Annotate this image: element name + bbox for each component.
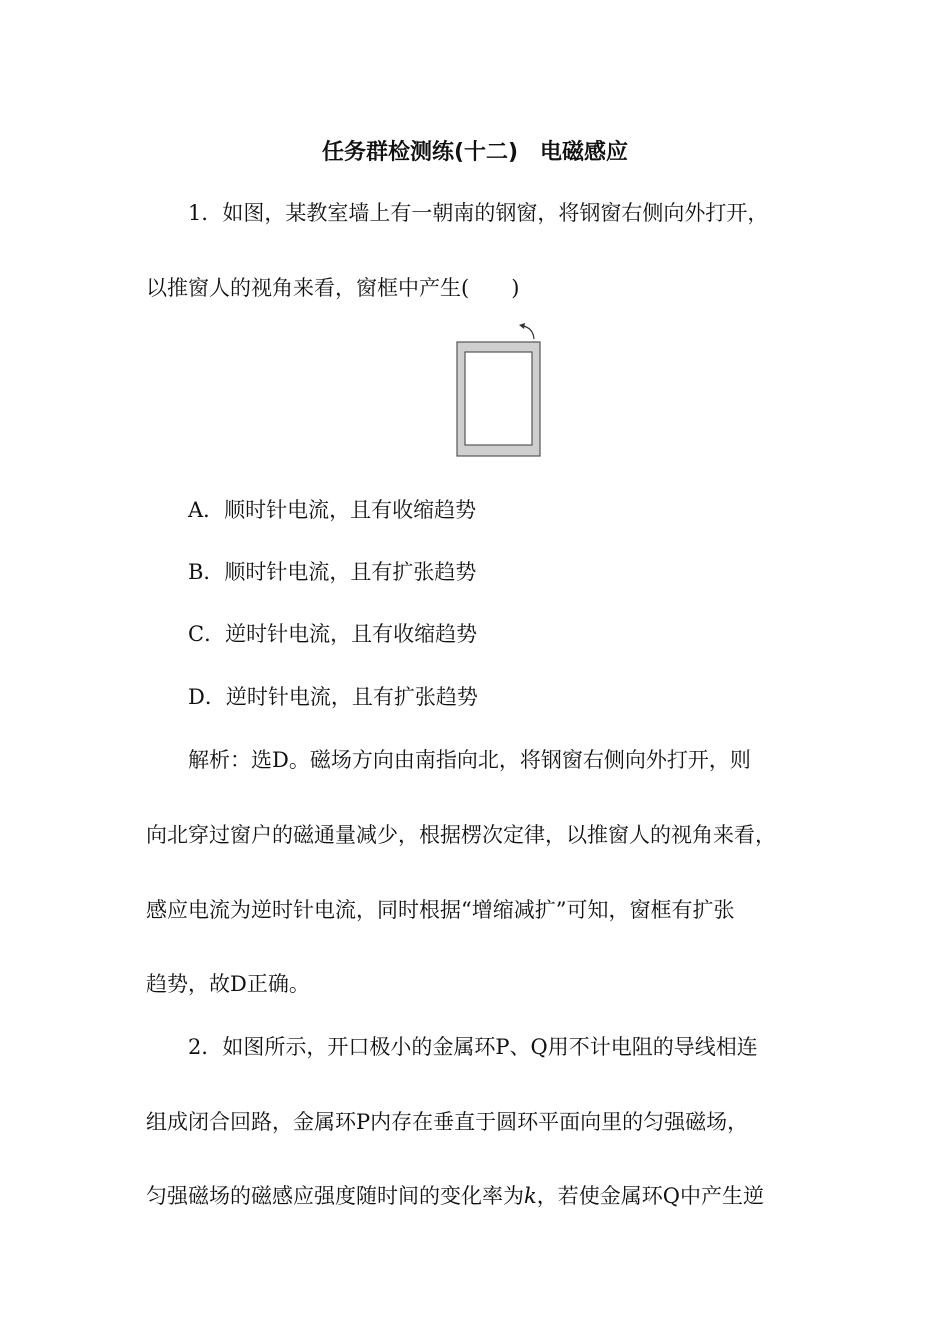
open-direction-arrow-icon	[523, 326, 534, 339]
question-2-line-3-post: ，若使金属环Q中产生逆	[536, 1184, 764, 1208]
option-b: B．顺时针电流，且有扩张趋势	[188, 560, 477, 584]
window-frame-figure	[452, 322, 547, 462]
arrow-head-icon	[519, 323, 525, 329]
option-c: C．逆时针电流，且有收缩趋势	[188, 622, 478, 646]
variable-k: k	[524, 1184, 537, 1208]
option-a: A．顺时针电流，且有收缩趋势	[188, 498, 477, 522]
analysis-line-2: 向北穿过窗户的磁通量减少，根据楞次定律，以推窗人的视角来看，	[146, 823, 776, 847]
question-1-line-1: 1．如图，某教室墙上有一朝南的钢窗，将钢窗右侧向外打开，	[188, 201, 769, 225]
question-1-line-2: 以推窗人的视角来看，窗框中产生( )	[146, 276, 520, 300]
question-2-line-2: 组成闭合回路，金属环P内存在垂直于圆环平面向里的匀强磁场，	[146, 1110, 749, 1134]
window-pane	[465, 352, 532, 445]
question-2-line-3-pre: 匀强磁场的磁感应强度随时间的变化率为	[146, 1184, 524, 1208]
analysis-line-4: 趋势，故D正确。	[146, 972, 310, 996]
page-title: 任务群检测练(十二) 电磁感应	[321, 140, 629, 165]
question-2-line-1: 2．如图所示，开口极小的金属环P、Q用不计电阻的导线相连	[188, 1035, 758, 1059]
question-2-line-3	[146, 1182, 950, 1210]
analysis-line-1: 解析：选D。磁场方向由南指向北，将钢窗右侧向外打开，则	[188, 748, 751, 772]
option-d: D．逆时针电流，且有扩张趋势	[188, 685, 478, 709]
analysis-line-3: 感应电流为逆时针电流，同时根据“增缩减扩”可知，窗框有扩张	[146, 898, 735, 922]
